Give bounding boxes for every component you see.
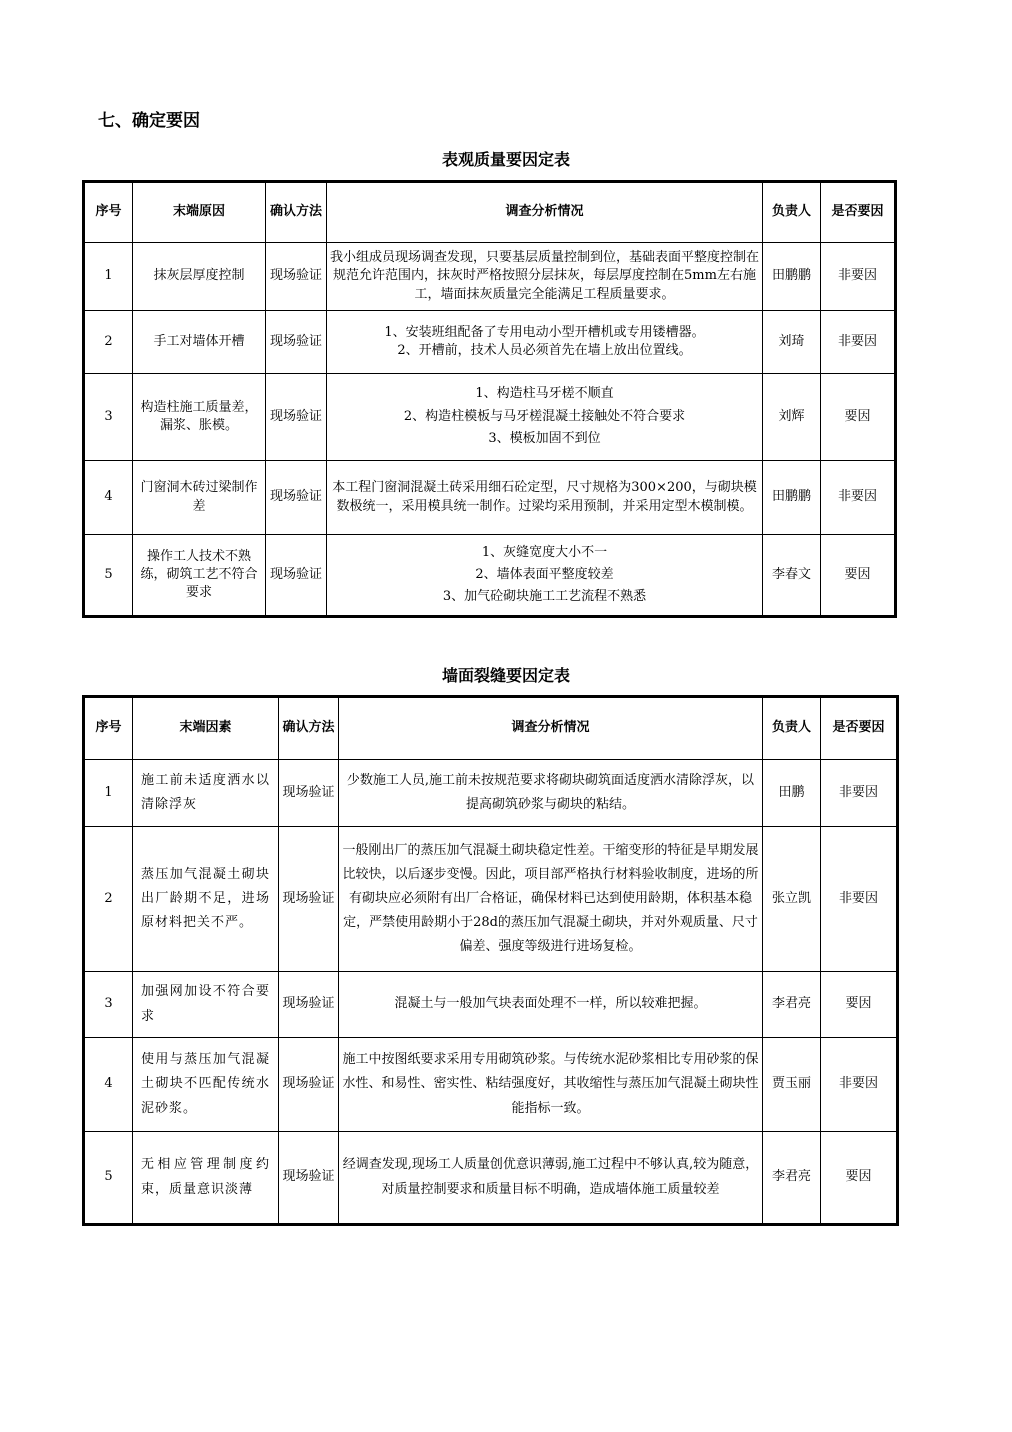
row-owner: 刘琦 [763, 311, 821, 374]
analysis-line: 2、开槽前，技术人员必须首先在墙上放出位置线。 [397, 343, 692, 358]
row-verdict: 非要因 [821, 827, 898, 972]
row-cause: 操作工人技术不熟练，砌筑工艺不符合要求 [133, 535, 266, 617]
row-verdict: 非要因 [821, 311, 896, 374]
table2-title: 墙面裂缝要因定表 [441, 666, 570, 685]
table-row [84, 1132, 898, 1225]
row-cause: 使用与蒸压加气混凝土砌块不匹配传统水泥砂浆。 [133, 1038, 279, 1132]
row-method: 现场验证 [266, 243, 327, 311]
section-heading: 七、确定要因 [98, 111, 200, 131]
row-cause: 加强网加设不符合要求 [133, 972, 279, 1038]
row-cause: 蒸压加气混凝土砌块出厂龄期不足，进场原材料把关不严。 [133, 827, 279, 972]
header-verdict: 是否要因 [821, 182, 896, 243]
row-seq: 4 [84, 1038, 133, 1132]
row-method: 现场验证 [266, 461, 327, 535]
row-seq: 5 [84, 1132, 133, 1225]
row-seq: 3 [84, 374, 133, 461]
row-owner: 田鹏 [763, 760, 821, 827]
row-method: 现场验证 [279, 827, 339, 972]
row-method: 现场验证 [279, 972, 339, 1038]
row-method: 现场验证 [279, 760, 339, 827]
row-verdict: 要因 [821, 535, 896, 617]
row-owner: 田鹏鹏 [763, 461, 821, 535]
row-owner: 李君亮 [763, 972, 821, 1038]
row-cause: 门窗洞木砖过梁制作差 [133, 461, 266, 535]
row-cause: 构造柱施工质量差，漏浆、胀模。 [133, 374, 266, 461]
row-cause: 抹灰层厚度控制 [133, 243, 266, 311]
row-analysis [327, 311, 763, 374]
row-method: 现场验证 [266, 535, 327, 617]
row-analysis: 我小组成员现场调查发现，只要基层质量控制到位，基础表面平整度控制在规范允许范围内，抹灰时严格按照分层抹灰，每层厚度控制在5mm左右施工，墙面抹灰质量完全能满足工程质量要求。 [327, 243, 763, 311]
row-analysis: 少数施工人员,施工前未按规范要求将砌块砌筑面适度洒水清除浮灰，以提高砌筑砂浆与砌块的粘结。 [339, 760, 763, 827]
row-method: 现场验证 [279, 1132, 339, 1225]
appearance-quality-table [82, 180, 897, 618]
row-cause: 手工对墙体开槽 [133, 311, 266, 374]
table-row [84, 760, 898, 827]
table-row [84, 1038, 898, 1132]
header-seq: 序号 [84, 182, 133, 243]
row-seq: 5 [84, 535, 133, 617]
row-analysis [327, 535, 763, 617]
row-verdict: 非要因 [821, 1038, 898, 1132]
analysis-line: 1、构造柱马牙槎不顺直 [475, 385, 614, 401]
table-row [84, 535, 896, 617]
row-method: 现场验证 [266, 374, 327, 461]
table-row [84, 374, 896, 461]
row-analysis: 经调查发现,现场工人质量创优意识薄弱,施工过程中不够认真,较为随意，对质量控制要求和质量目标不明确，造成墙体施工质量较差 [339, 1132, 763, 1225]
header-verdict: 是否要因 [821, 697, 898, 760]
row-analysis: 施工中按图纸要求采用专用砌筑砂浆。与传统水泥砂浆相比专用砂浆的保水性、和易性、密实性、粘结强度好，其收缩性与蒸压加气混凝土砌块性能指标一致。 [339, 1038, 763, 1132]
row-verdict: 非要因 [821, 760, 898, 827]
row-cause: 无相应管理制度约束，质量意识淡薄 [133, 1132, 279, 1225]
header-analysis: 调查分析情况 [327, 182, 763, 243]
table-row [84, 311, 896, 374]
row-seq: 1 [84, 760, 133, 827]
table-row [84, 461, 896, 535]
row-analysis: 混凝土与一般加气块表面处理不一样，所以较难把握。 [339, 972, 763, 1038]
analysis-line: 1、安装班组配备了专用电动小型开槽机或专用镂槽器。 [384, 324, 705, 340]
row-owner: 刘辉 [763, 374, 821, 461]
header-owner: 负责人 [763, 182, 821, 243]
row-owner: 贾玉丽 [763, 1038, 821, 1132]
row-analysis: 一般刚出厂的蒸压加气混凝土砌块稳定性差。干缩变形的特征是早期发展比较快，以后逐步变慢。因此，项目部严格执行材料验收制度，进场的所有砌块应必须附有出厂合格证，确保材料已达到使用龄期，体积基本稳定，严禁使用龄期小于28d的蒸压加气混凝土砌块，并对外观质量、尺寸偏差、强度等级进行进场复检。 [339, 827, 763, 972]
row-verdict: 非要因 [821, 461, 896, 535]
row-verdict: 要因 [821, 1132, 898, 1225]
row-seq: 1 [84, 243, 133, 311]
analysis-line: 3、模板加固不到位 [488, 431, 601, 447]
table-row [84, 972, 898, 1038]
table1-title: 表观质量要因定表 [441, 150, 570, 169]
row-owner: 李春文 [763, 535, 821, 617]
row-seq: 2 [84, 827, 133, 972]
header-seq: 序号 [84, 697, 133, 760]
table-row [84, 243, 896, 311]
row-verdict: 要因 [821, 972, 898, 1038]
row-seq: 2 [84, 311, 133, 374]
analysis-line: 2、墙体表面平整度较差 [475, 566, 614, 582]
row-seq: 4 [84, 461, 133, 535]
row-owner: 张立凯 [763, 827, 821, 972]
row-cause: 施工前未适度洒水以清除浮灰 [133, 760, 279, 827]
row-verdict: 要因 [821, 374, 896, 461]
header-owner: 负责人 [763, 697, 821, 760]
header-analysis: 调查分析情况 [339, 697, 763, 760]
row-seq: 3 [84, 972, 133, 1038]
row-analysis [327, 374, 763, 461]
table-header-row [84, 182, 896, 243]
header-cause: 末端原因 [133, 182, 266, 243]
row-owner: 李君亮 [763, 1132, 821, 1225]
analysis-line: 2、构造柱模板与马牙槎混凝土接触处不符合要求 [403, 408, 686, 424]
header-method: 确认方法 [266, 182, 327, 243]
row-analysis: 本工程门窗洞混凝土砖采用细石砼定型，尺寸规格为300×200，与砌块模数极统一，采用模具统一制作。过梁均采用预制，并采用定型木模制模。 [327, 461, 763, 535]
row-owner: 田鹏鹏 [763, 243, 821, 311]
table-row [84, 827, 898, 972]
table-header-row [84, 697, 898, 760]
wall-crack-table [82, 695, 899, 1226]
row-method: 现场验证 [266, 311, 327, 374]
analysis-line: 1、灰缝宽度大小不一 [481, 544, 608, 560]
analysis-line: 3、加气砼砌块施工工艺流程不熟悉 [442, 589, 647, 605]
header-method: 确认方法 [279, 697, 339, 760]
row-method: 现场验证 [279, 1038, 339, 1132]
header-cause: 末端因素 [133, 697, 279, 760]
row-verdict: 非要因 [821, 243, 896, 311]
